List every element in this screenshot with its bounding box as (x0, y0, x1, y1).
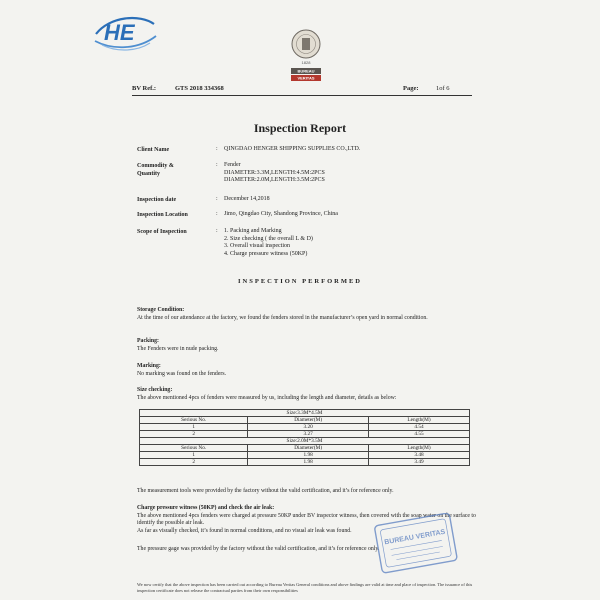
header-cell: Length(M) (368, 417, 469, 424)
colon: : (216, 196, 218, 202)
table-cell: 3.49 (368, 459, 469, 466)
table-cell: 1.98 (248, 459, 369, 466)
table-cell: 3.48 (368, 452, 469, 459)
commodity-line: Fender (224, 162, 241, 168)
svg-text:1828: 1828 (301, 60, 311, 65)
scope-item: 4. Charge pressure witness (50KP) (224, 250, 308, 257)
table-cell: 4.55 (368, 431, 469, 438)
pressure-text-2: As far as visually checked, it’s found in normal conditions, and no visual air leak was found. (137, 527, 352, 534)
quantity-label: Quantity (137, 171, 161, 177)
colon: : (216, 146, 218, 152)
gauge-note: The pressure gage was provided by the factory without the valid certification, and it’s for reference only. (137, 546, 380, 552)
table-size-row (140, 438, 470, 445)
bv-ref-label: BV Ref.: (132, 85, 157, 92)
colon: : (216, 211, 218, 217)
header-cell: Diameter(M) (248, 445, 369, 452)
header-cell: Diameter(M) (248, 417, 369, 424)
commodity-label: Commodity & (137, 163, 174, 169)
page-label: Page: (403, 85, 419, 92)
packing-section (137, 338, 482, 353)
colon: : (216, 228, 218, 234)
bureau-veritas-logo (289, 28, 323, 86)
scope-item: 2. Size checking ( the overall L & D) (224, 235, 313, 242)
table-cell: 1 (140, 452, 248, 459)
size-cell: Size:2.0M*3.5M (140, 438, 470, 445)
header-cell: Serious No. (140, 417, 248, 424)
table-cell: 1 (140, 424, 248, 431)
header-cell: Length(M) (368, 445, 469, 452)
svg-text:VERITAS: VERITAS (297, 75, 315, 81)
marking-section (137, 363, 482, 378)
inspection-location-value: Jimo, Qingdao City, Shandong Province, China (224, 211, 338, 217)
pressure-title: Charge pressure witness (50KP) and check the air leak: (137, 505, 275, 511)
table-row (140, 431, 470, 438)
scope-label: Scope of Inspection (137, 229, 187, 235)
svg-text:BUREAU: BUREAU (297, 68, 315, 74)
client-name-value: QINGDAO HENGER SHIPPING SUPPLIES CO.,LTD. (224, 146, 361, 152)
colon: : (216, 162, 218, 168)
pressure-text-1: The above mentioned 4pcs fenders were charged at pressure 50KP under BV inspector witness, then covered with the soap water on the surface to identify the possible air leak. (137, 512, 476, 526)
header-cell: Serious No. (140, 445, 248, 452)
table-cell: 1.98 (248, 452, 369, 459)
table-size-row (140, 410, 470, 417)
packing-text: The Fenders were in nude packing. (137, 345, 219, 352)
table-header-row (140, 445, 470, 452)
report-title: Inspection Report (253, 121, 347, 135)
svg-text:HE: HE (104, 20, 135, 45)
table-row (140, 424, 470, 431)
svg-text:BUREAU VERITAS: BUREAU VERITAS (383, 528, 446, 547)
marking-title: Marking: (137, 363, 161, 369)
scope-item: 1. Packing and Marking (224, 228, 282, 234)
packing-title: Packing: (137, 338, 159, 344)
table-header-row (140, 417, 470, 424)
size-section (137, 387, 482, 402)
measurement-table (139, 409, 470, 466)
table-cell: 3.20 (248, 424, 369, 431)
report-header (132, 85, 472, 95)
measurement-note: The measurement tools were provided by the factory without the valid certification, and it’s for reference only. (137, 488, 394, 494)
scope-item: 3. Overall visual inspection (224, 243, 290, 249)
table-cell: 2 (140, 459, 248, 466)
size-cell: Size:3.3M*4.5M (140, 410, 470, 417)
table-row (140, 459, 470, 466)
size-title: Size checking: (137, 387, 173, 393)
bureau-veritas-stamp (368, 513, 464, 575)
inspection-date-label: Inspection date (137, 197, 177, 203)
inspection-location-label: Inspection Location (137, 212, 188, 218)
table-cell: 2 (140, 431, 248, 438)
commodity-line: DIAMETER:2.0M,LENGTH:3.5M:2PCS (224, 177, 325, 183)
inspection-date-value: December 14,2018 (224, 196, 270, 202)
table-cell: 4.54 (368, 424, 469, 431)
bv-ref-value: GTS 2018 334368 (175, 85, 224, 92)
size-text: The above mentioned 4pcs of fenders were measured by us, including the length and diameter, details as below: (137, 394, 397, 401)
certification-footer: We now certify that the above inspection has been carried out according to Bureau Veritas General conditions and above findings are valid at time and place of inspection. The issuance of this inspection certificate does not release the contractual parties from their own responsibilities (137, 582, 473, 593)
he-company-logo (92, 10, 160, 54)
header-rule (132, 95, 472, 96)
commodity-value (224, 162, 325, 185)
table-cell: 3.27 (248, 431, 369, 438)
page-value: 1of 6 (436, 85, 450, 92)
storage-title: Storage Condition: (137, 307, 185, 313)
table-row (140, 452, 470, 459)
scope-value (224, 228, 313, 258)
client-name-label: Client Name (137, 147, 170, 153)
marking-text: No marking was found on the fenders. (137, 370, 227, 377)
storage-text: At the time of our attendance at the factory, we found the fenders stored in the manufacturer’s open yard in normal condition. (137, 314, 428, 321)
inspection-performed-heading: INSPECTION PERFORMED (238, 278, 362, 285)
storage-section (137, 307, 482, 322)
commodity-line: DIAMETER:3.3M,LENGTH:4.5M:2PCS (224, 169, 325, 176)
